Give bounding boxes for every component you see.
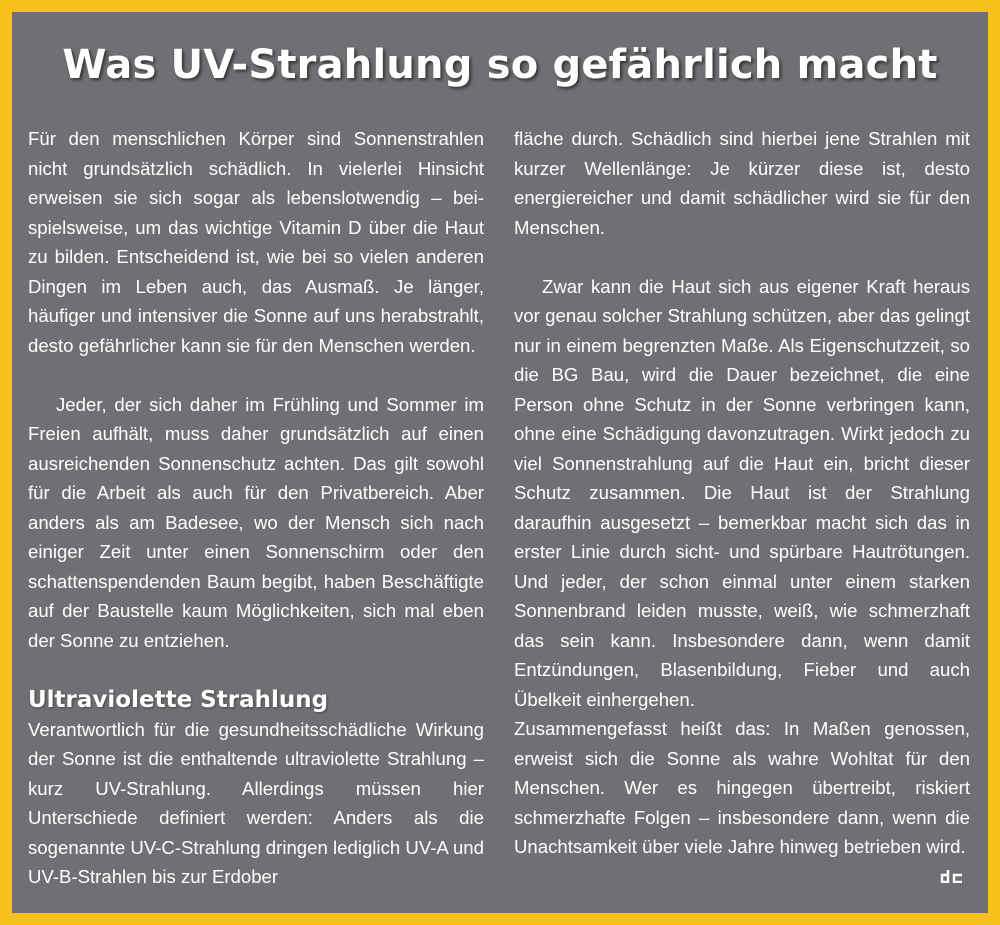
right-column: [514, 124, 970, 862]
paragraph-wavelength: fläche durch. Schädlich sind hierbei jene Strahlen mit kurzer Wellenlänge: Je kürzer diese ist, desto energiereicher und damit schädlicher wird sie für den Menschen.: [514, 128, 970, 238]
author-logo-icon: [940, 869, 964, 883]
paragraph-intro: Für den menschlichen Körper sind Sonnenstrahlen nicht grundsätzlich schädlich. In vielerlei Hinsicht erweisen sie sich sogar als lebenslotwendig – beispielsweise, um das wichtige Vitamin D über die Haut zu bilden. Entscheidend ist, wie bei so vielen anderen Dingen im Leben auch, das Ausmaß. Je länger, häufiger und intensiver die Sonne auf uns herabstrahlt, desto gefährlicher kann sie für den Menschen werden.: [28, 128, 484, 356]
paragraph-sun-protection: Jeder, der sich daher im Frühling und Sommer im Freien aufhält, muss daher grundsätzlich auf einen ausreichenden Sonnenschutz achten. Das gilt sowohl für die Arbeit als auch für den Privatbereich. Aber anders als am Badesee, wo der Mensch sich nach einiger Zeit unter einen Sonnenschirm oder den schattenspendenden Baum begibt, haben Beschäftigte auf der Baustelle kaum Möglichkeiten, sich mal eben der Sonne zu entziehen.: [28, 393, 484, 651]
subheading-uv: Ultraviolette Strahlung: [28, 686, 329, 713]
article-panel: [12, 12, 988, 913]
paragraph-skin-protection: Zwar kann die Haut sich aus eigener Kraft heraus vor genau solcher Strahlung schützen, aber das gelingt nur in einem begrenzten Maße. Als Eigenschutzzeit, so die BG Bau, wird die Dauer bezeichnet, die eine Person ohne Schutz in der Sonne verbringen kann, ohne eine Schädigung davonzutragen. Wirkt jedoch zu viel Sonnenstrahlung auf die Haut ein, bricht dieser Schutz zusammen. Die Haut ist der Strahlung daraufhin ausgesetzt – bemerkbar macht sich das in erster Linie durch sicht- und spürbare Hautrötungen. Und jeder, der schon einmal unter einem starken Sonnenbrand leiden musste, weiß, wie schmerzhaft das sein kann. Insbesondere dann, wenn damit Entzündungen, Blasenbildung, Fieber und auch Übelkeit einhergehen.: [514, 275, 970, 710]
article-title: Was UV-Strahlung so gefährlich macht: [62, 42, 938, 88]
paragraph-summary: Zusammengefasst heißt das: In Maßen genossen, erweist sich die Sonne als wahre Wohltat für den Menschen. Wer es hingegen übertreibt, riskiert schmerzhafte Folgen – insbesondere dann, wenn die Unachtsamkeit über viele Jahre hinweg betrieben wird.: [514, 718, 970, 857]
paragraph-uv-radiation: Verantwortlich für die gesundheitsschädliche Wirkung der Sonne ist die enthaltende ultraviolette Strahlung – kurz UV-Strahlung. Allerdings müssen hier Unterschiede definiert werden: Anders als die sogenannte UV-C-Strahlung dringen lediglich UV-A und UV-B-Strahlen bis zur Erdober: [28, 718, 484, 887]
left-column: [28, 124, 484, 892]
